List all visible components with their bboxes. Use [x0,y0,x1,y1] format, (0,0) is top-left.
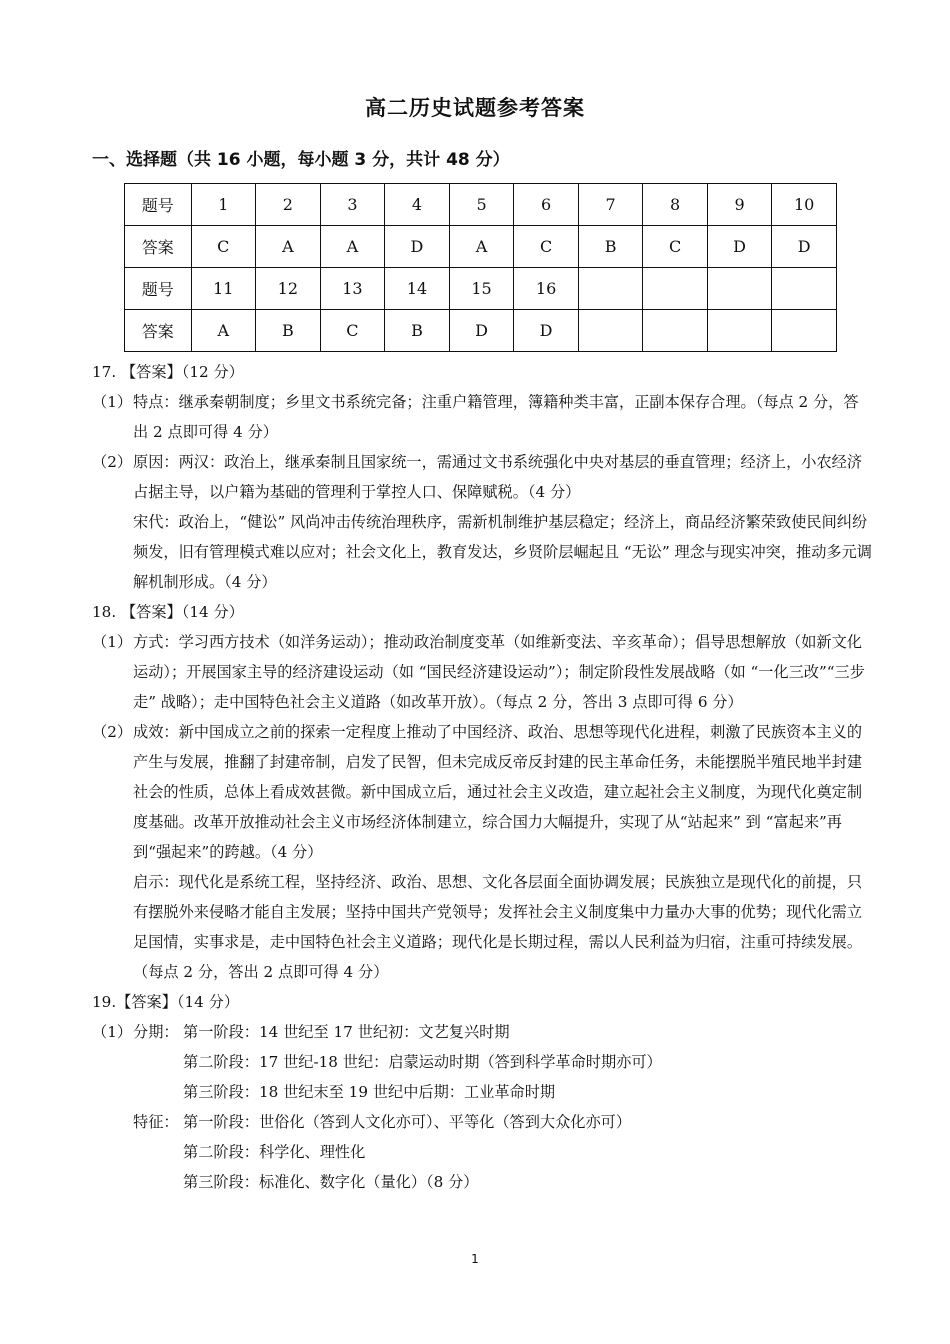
table-cell [772,310,837,352]
table-cell [643,268,707,310]
question-18-part-2 [92,717,872,987]
table-cell: 11 [191,268,256,310]
table-cell: 2 [256,184,321,226]
table-cell [578,310,642,352]
table-cell: 5 [449,184,514,226]
table-cell [772,268,837,310]
question-number-row [125,268,837,310]
part-text-song: 宋代：政治上，“健讼” 风尚冲击传统治理秩序，需新机制维护基层稳定；经济上，商品经济繁荣致使民间纠纷频发，旧有管理模式难以应对；社会文化上，教育发达，乡贤阶层崛起且 “无讼” 理念与现实冲突，推动多元调解机制形成。（4 分） [133,513,872,591]
table-cell: D [772,226,837,268]
table-cell: A [449,226,514,268]
table-cell: C [643,226,707,268]
period-stage-3: 第三阶段：18 世纪末至 19 世纪中后期：工业革命时期 [183,1083,556,1101]
table-cell: D [449,310,514,352]
table-cell: 12 [256,268,321,310]
question-number-row [125,184,837,226]
table-cell: 1 [191,184,256,226]
table-cell: 9 [707,184,771,226]
table-cell: C [320,310,385,352]
row-label: 答案 [125,310,192,352]
table-cell: 7 [578,184,642,226]
row-label: 题号 [125,184,192,226]
table-cell [707,310,771,352]
question-17-heading: 17. 【答案】（12 分） [92,363,244,381]
table-cell: 10 [772,184,837,226]
part-number: （1） [92,633,133,651]
part-number: （2） [92,453,133,471]
question-18-part-1 [92,627,872,717]
page-number: 1 [471,1252,479,1266]
table-cell [578,268,642,310]
part-text-insight: 启示：现代化是系统工程，坚持经济、政治、思想、文化各层面全面协调发展；民族独立是现代化的前提，只有摆脱外来侵略才能自主发展；坚持中国共产党领导；发挥社会主义制度集中力量办大事的优势；现代化需立足国情，实事求是，走中国特色社会主义道路；现代化是长期过程，需以人民利益为归宿，注重可持续发展。（每点 2 分，答出 2 点即可得 4 分） [133,873,862,981]
period-stage-2: 第二阶段：17 世纪-18 世纪：启蒙运动时期（答到科学革命时期亦可） [183,1053,662,1071]
question-18-heading: 18. 【答案】（14 分） [92,603,244,621]
table-cell: 13 [320,268,385,310]
page-title: 高二历史试题参考答案 [365,96,585,120]
part-text: 原因：两汉：政治上，继承秦制且国家统一，需通过文书系统强化中央对基层的垂直管理；经济上，小农经济占据主导，以户籍为基础的管理利于掌控人口、保障赋税。（4 分） [133,453,862,501]
table-cell: 16 [514,268,579,310]
part-number: （2） [92,723,133,741]
row-label: 题号 [125,268,192,310]
feature-label: 特征： [133,1113,179,1131]
table-cell: A [256,226,321,268]
table-cell: A [320,226,385,268]
table-cell: A [191,310,256,352]
feature-stage-2: 第二阶段：科学化、理性化 [183,1143,366,1161]
answer-row [125,310,837,352]
table-cell: D [385,226,450,268]
table-cell: C [191,226,256,268]
table-cell: B [256,310,321,352]
table-cell: 14 [385,268,450,310]
feature-stage-3: 第三阶段：标准化、数字化（量化）（8 分） [183,1173,479,1191]
part-text: 方式：学习西方技术（如洋务运动）；推动政治制度变革（如维新变法、辛亥革命）；倡导思想解放（如新文化运动）；开展国家主导的经济建设运动（如 “国民经济建设运动”）；制定阶段性发展战略（如 “一化三改”“三步走” 战略）；走中国特色社会主义道路（如改革开放）。（每点 2 分，答出 3 点即可得 6 分） [133,633,865,711]
part-number: （1） [92,393,133,411]
table-cell [643,310,707,352]
question-17-part-1 [92,387,872,447]
period-label: 分期： [133,1023,179,1041]
question-19-part-1 [92,1017,872,1197]
table-cell: 3 [320,184,385,226]
table-cell [707,268,771,310]
table-cell: D [514,310,579,352]
answer-table [124,183,837,352]
part-text: 特点：继承秦朝制度；乡里文书系统完备；注重户籍管理，簿籍种类丰富，正副本保存合理。（每点 2 分，答出 2 点即可得 4 分） [133,393,859,441]
question-17-part-2 [92,447,872,597]
table-cell: B [578,226,642,268]
question-19-heading: 19.【答案】（14 分） [92,993,240,1011]
feature-stage-1: 第一阶段：世俗化（答到人文化亦可）、平等化（答到大众化亦可） [183,1113,632,1131]
table-cell: 6 [514,184,579,226]
table-cell: 15 [449,268,514,310]
table-cell: 8 [643,184,707,226]
table-cell: 4 [385,184,450,226]
part-text: 成效：新中国成立之前的探索一定程度上推动了中国经济、政治、思想等现代化进程，刺激了民族资本主义的产生与发展，推翻了封建帝制，启发了民智，但未完成反帝反封建的民主革命任务，未能摆脱半殖民地半封建社会的性质，总体上看成效甚微。新中国成立后，通过社会主义改造，建立起社会主义制度，为现代化奠定制度基础。改革开放推动社会主义市场经济体制建立，综合国力大幅提升，实现了从“站起来” 到 “富起来”再到“强起来”的跨越。（4 分） [133,723,862,861]
period-stage-1: 第一阶段：14 世纪至 17 世纪初：文艺复兴时期 [183,1023,510,1041]
answer-content [92,357,872,1197]
part-number: （1） [92,1023,133,1041]
table-cell: B [385,310,450,352]
row-label: 答案 [125,226,192,268]
table-cell: D [707,226,771,268]
section-heading-choice: 一、选择题（共 16 小题，每小题 3 分，共计 48 分） [92,150,510,170]
answer-row [125,226,837,268]
table-cell: C [514,226,579,268]
